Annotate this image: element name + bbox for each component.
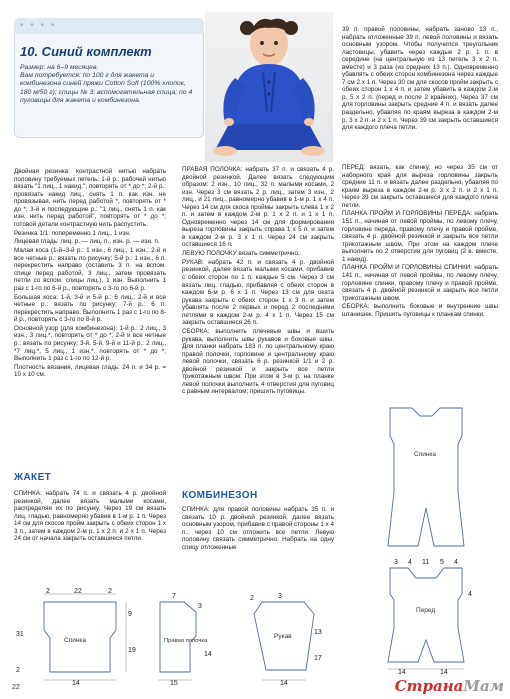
paragraph: 39 п. правой половины, набрать заново 13 п., набрать отложенные 39 п. левой половины и вязать основным узором. Чтобы получился треугольник ластовицы, убавить через каждые 2 р. 1 п. в середине (на центральную из 13 петель 3 x 2 п. вместе) и 3 раза (из средних 13 п.). Одновременно убавлять с обеих сторон комбинезона через каждые 7 см 2 x 1 п. Через 30 см для скосов пройм закрыть с обеих сторон 1 x 4 п. и затем убавить в каждом 2-м р. 5 x 2 п. (перед и после 2 крайних). Через 37 см для горловины закрыть средние 4 п. и вязать далее раздельно, убавляя по краям выреза в каждом 2-м р. 3 x 2 п. и 2 x 1 п. Через 39 см закрыть оставшиеся для каждого плеча петли.: [342, 26, 499, 132]
column-2-bottom: [182, 506, 334, 552]
diagram-right-front: [150, 586, 222, 686]
column-1-top: [14, 168, 166, 380]
paragraph: ЛЕВУЮ ПОЛОЧКУ вязать симметрично.: [182, 250, 300, 258]
dim-label: 22: [74, 588, 82, 595]
dim-label: 13: [314, 629, 322, 636]
column-1-bottom: [14, 490, 166, 544]
dim-label: 3: [278, 593, 282, 600]
page-title: 10. Синий комплект: [20, 44, 152, 59]
overalls-heading: КОМБИНЕЗОН: [182, 490, 258, 501]
paragraph: РУКАВ: набрать 42 п. и связать 4 р. двойной резинкой, далее вязать малыми косами, прибавив с обеих сторон по 1 п. каждые 5 см. Через 3 см вязать лиц. гладью, прибавляя с обеих сторон в каждом 6-м р. 6 x 1 п. Через 13 см для оката рукава закрыть с обеих сторон 1 x 3 п. и затем убавлять после 2 первых и перед 2 последними петлями в каждом 2-м р. 4 x 1 п. Через 15 см закрыть оставшиеся 26 п.: [182, 258, 334, 327]
intro-text: [20, 64, 195, 105]
watermark-word-2: Мам: [463, 677, 504, 695]
paragraph: ПЛАНКА ПРОЙМ И ГОРЛОВИНЫ ПЕРЕДА: набрать 151 п., начиная от левой проймы, по левому плечу, горловине переда, правому плечу и правой пройме, связать 4 р. двойной резинкой и закрыть все петли трикотажным швом. При этом на каждом плече выполнить по 2 отверстия для пуговиц (2 в. вместе, 1 накид).: [342, 210, 498, 263]
dim-label: 2: [108, 588, 112, 595]
baby-photo: [205, 12, 333, 162]
dim-label: 2: [16, 667, 20, 674]
dim-label: 2: [250, 595, 254, 602]
dim-label: 14: [280, 680, 288, 686]
piece-label: Рукав: [274, 633, 292, 640]
paragraph: Большая коса: 1-й, 3-й и 5-й р.: 6 лиц.; 2-й и все четные р.: вязать по рисунку; 7-й р.: 6 п. перекрестить направо. Выполнить 1 раз с 1-го по 8-й р., повторять с 3-го по 8-й р.: [14, 293, 166, 324]
diagram-overalls-front: [368, 556, 488, 674]
dim-label: 4: [408, 559, 412, 566]
paragraph: Основной узор (для комбинезона): 1-й р.: 2 лиц., 3 изн., 3 лиц.*, повторять от * до *; 2-й и все четные р.: вязать по рисунку; 3-й, 5-й, 9-й и 11-й р.: 2 лиц., *7 лиц.*, 5 лиц., 1 изн.*, повторять от * до *; Выполнить 1 раз с 1-го по 12-й р.: [14, 324, 166, 363]
paragraph: Резинка 1/1: попеременно 1 лиц., 1 изн.: [14, 229, 131, 237]
dim-label: 5: [440, 559, 444, 566]
dim-label: 2: [46, 588, 50, 595]
dim-label: 14: [204, 651, 212, 658]
watermark: [395, 677, 504, 695]
dim-label: 14: [440, 669, 448, 674]
paragraph: Двойная резинка: контрастной нитью набрать половину требуемых петель: 1-й р.: рабочей нитью вязать "1 лиц., 1 накид.", повторять от * до *; 2-й р.: провязать накид лиц., снять 1 п. как изн. не провязывая, нить перед работой *, повторять от * до *; 3-й и последующие р.: "1 лиц., снять 1 п. как изн. нить перед работой", повторять от * до *; готовой детали контрастную нить распустить.: [14, 168, 166, 228]
diagram-overalls-back: [368, 396, 488, 552]
paragraph: СБОРКА: выполнить плечевые швы и вшить рукава, выполнить швы рукавов и боковые швы. Для планки набрать 183 п. по центральному краю правой полочки, горловине и центральному краю левой полочки, связать 6 р. резинкой 1/1 и 2 р. двойной резинкой и закрыть все петли трикотажным швом. При этом в 3-м р. на планке левой полочки выполнить 4 отверстия для пуговиц с равным интервалом; пришить пуговицы.: [182, 328, 334, 396]
diagram-sleeve: [248, 590, 326, 686]
dim-label: 3: [394, 559, 398, 566]
dim-label: 15: [170, 680, 178, 686]
column-2-top: [182, 166, 334, 397]
piece-label: Перед: [416, 607, 436, 614]
paragraph: Плотность вязания, лицевая гладь: 24 п. и 34 р. = 10 х 10 см.: [14, 363, 166, 379]
column-3-bottom: [342, 164, 498, 320]
dim-label: 4: [468, 591, 472, 598]
piece-label: Спинка: [64, 637, 87, 644]
dim-label: 19: [128, 647, 136, 654]
paragraph: СПИНКА: набрать 74 п. и связать 4 р. двойной резинкой, далее вязать малыми косами, распределяя их по рисунку. Через 19 см вязать лиц. гладью, равномерно убавив в 1-м р. 1 п. Через 14 см для скосов пройм закрыть с обеих сторон 1 x 3 п., затем в каждом 2-м р. 1 x 2 п. и 2 x 1 п. Через 24 см от начала закрыть оставшиеся петли.: [14, 490, 166, 543]
dim-label: 4: [454, 559, 458, 566]
paragraph: ПРАВАЯ ПОЛОЧКА: набрать 37 п. и связать 4 р. двойной резинкой. Далее вязать следующим образом: 2 изн., 10 лиц., 32 п. малыми косами, 2 изн. Через 3 см вязать 2 р. лиц., затем 3 изн., 2 лиц., и 21 лиц., равномерно убавив в 1-м р. 1 x 4 п. Через 14 см для скоса проймы закрыть слева 1 x 2 п. и затем в каждом 2-м р. 1 x 2 п. и 1 x 1 п. Одновременно через 14 см для формирования выреза горловины закрыть справа 1 x 5 п. и затем в каждом 2-м р. 3 x 1 п. Через 24 см закрыть оставшиеся 16 п.: [182, 166, 334, 249]
paragraph: Лицевая гладь: лиц. р. — лиц. п., изн. р. — изн. п.: [14, 238, 160, 246]
dim-label: 17: [314, 655, 322, 662]
size-line: Размер: на 6–9 месяцев.: [20, 64, 99, 71]
dim-label: 3: [198, 603, 202, 610]
jacket-heading: ЖАКЕТ: [14, 472, 52, 483]
page-number: 22: [12, 684, 20, 691]
piece-label-text: Правая полочка: [164, 638, 208, 644]
column-3-top: [342, 26, 498, 133]
dim-label: 9: [128, 611, 132, 618]
diagram-jacket-back: [14, 586, 140, 686]
dim-label: 7: [172, 593, 176, 600]
title-decoration: • • • •: [20, 20, 57, 31]
dim-label: 14: [398, 669, 406, 674]
paragraph: СБОРКА: выполнить боковые и внутренние швы штанишек. Пришить пуговицы к планкам спинки.: [342, 303, 498, 318]
piece-label: Спинка: [414, 451, 437, 458]
paragraph: Малая коса (1-й–3-й р.: 1 изн., 6 лиц., 1 изн.; 2-й и все четные р.: вязать по рисунку; 5-й р.: 1 изн., 6 п. перекрестить направо (оставить 3 п. на вспом. спице перед работой, 3 лиц., затем провязать петли со вспом. спицы лиц.), 1 изн. Выполнить 1 раз с 1-го по 6-й р., повторять с 3-го по 6-й р.: [14, 247, 166, 292]
dim-label: 14: [72, 680, 80, 686]
watermark-word-1: Страна: [394, 677, 464, 695]
paragraph: ПЛАНКА ПРОЙМ И ГОРЛОВИНЫ СПИНКИ: набрать 141 п., начиная от левой проймы, по левому плечу, горловине спинки, правому плечу и правой пройме, связать 4 р. двойной резинкой и закрыть все петли трикотажным швом.: [342, 264, 498, 302]
piece-label: [164, 638, 208, 644]
paragraph: ПЕРЕД: вязать, как спинку, но через 35 см от наборного края для выреза горловины закрыть средние 11 п. и вязать далее раздельно, убавляя по краям выреза в каждом 2-м р. 3 x 2 п. и 2 x 1 п. Через 39 см закрыть оставшиеся для каждого плеча петли.: [342, 164, 498, 209]
dim-label: 11: [422, 559, 430, 566]
materials-line: Вам потребуется: по 100 г для жакета и комбинезона синей пряжи Cotton Soft (100% хлопок, 180 м/50 г); спицы № 3; вспомогательная спица; по 4 пуговицы для жакета и комбинезона.: [20, 72, 193, 104]
dim-label: 31: [16, 631, 24, 638]
paragraph: СПИНКА: для правой половины набрать 35 п. и связать 10 р. двойной резинкой, далее вязать основным узором, прибавив с правой стороны 1 x 4 п.; через 10 см отложить все петли. Левую половину связать симметрично. Набрать на одну спицу отложенные: [182, 506, 334, 551]
